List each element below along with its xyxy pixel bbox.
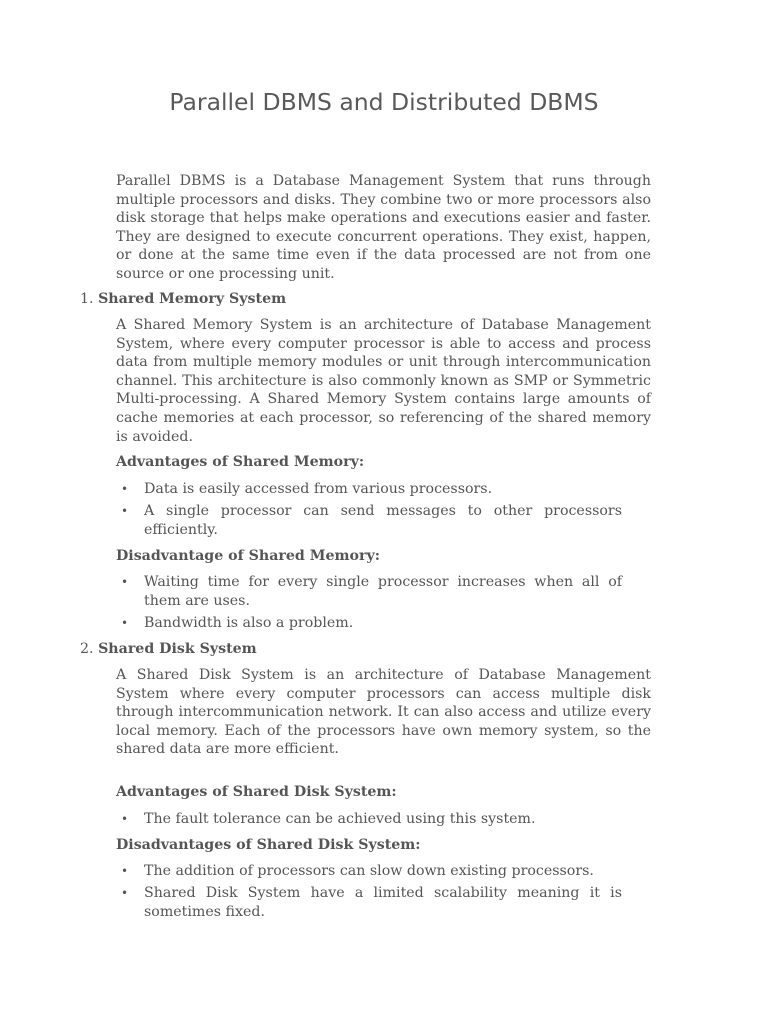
section-number: 1. bbox=[80, 291, 94, 307]
section-heading-shared-disk bbox=[80, 640, 257, 659]
list-item-text: A single processor can send messages to other processors efficiently. bbox=[144, 503, 622, 538]
list-item bbox=[116, 573, 622, 610]
shared-disk-advantages-heading: Advantages of Shared Disk System: bbox=[116, 784, 397, 800]
list-item bbox=[116, 862, 622, 881]
section-title: Shared Memory System bbox=[98, 291, 287, 307]
list-item-text: Shared Disk System have a limited scalability meaning it is sometimes fixed. bbox=[144, 885, 622, 920]
section-heading-shared-memory bbox=[80, 290, 286, 309]
bullet-icon: • bbox=[121, 616, 129, 630]
section-number: 2. bbox=[80, 641, 94, 657]
list-item bbox=[116, 502, 622, 539]
list-item-text: The addition of processors can slow down existing processors. bbox=[144, 863, 594, 879]
shared-memory-advantages-heading: Advantages of Shared Memory: bbox=[116, 454, 365, 470]
bullet-icon: • bbox=[121, 864, 129, 878]
section-title: Shared Disk System bbox=[98, 641, 257, 657]
intro-paragraph: Parallel DBMS is a Database Management System that runs through multiple processors and disks. They combine two or more processors also disk storage that helps make operations and executions easier and faster. They are designed to execute concurrent operations. They exist, happen, or done at the same time even if the data processed are not from one source or one processing unit. bbox=[116, 173, 651, 282]
list-item-text: Bandwidth is also a problem. bbox=[144, 615, 354, 631]
list-item-text: Data is easily accessed from various processors. bbox=[144, 481, 493, 497]
shared-disk-disadvantages-heading: Disadvantages of Shared Disk System: bbox=[116, 837, 421, 853]
bullet-icon: • bbox=[121, 886, 129, 900]
list-item bbox=[116, 810, 622, 829]
list-item bbox=[116, 480, 622, 499]
bullet-icon: • bbox=[121, 482, 129, 496]
bullet-icon: • bbox=[121, 812, 129, 826]
shared-memory-description: A Shared Memory System is an architecture of Database Management System, where every computer processor is able to access and process data from multiple memory modules or unit through intercommunication channel. This architecture is also commonly known as SMP or Symmetric Multi-processing. A Shared Memory System contains large amounts of cache memories at each processor, so referencing of the shared memory is avoided. bbox=[116, 317, 651, 445]
shared-memory-disadvantages-heading: Disadvantage of Shared Memory: bbox=[116, 548, 380, 564]
bullet-icon: • bbox=[121, 575, 129, 589]
page-title: Parallel DBMS and Distributed DBMS bbox=[169, 88, 599, 116]
list-item-text: The fault tolerance can be achieved using this system. bbox=[144, 811, 536, 827]
bullet-icon: • bbox=[121, 504, 129, 518]
shared-disk-description: A Shared Disk System is an architecture of Database Management System where every computer processors can access multiple disk through intercommunication network. It can also access and utilize every local memory. Each of the processors have own memory system, so the shared data are more efficient. bbox=[116, 667, 651, 758]
list-item-text: Waiting time for every single processor increases when all of them are uses. bbox=[144, 574, 622, 609]
list-item bbox=[116, 884, 622, 921]
list-item bbox=[116, 614, 622, 633]
